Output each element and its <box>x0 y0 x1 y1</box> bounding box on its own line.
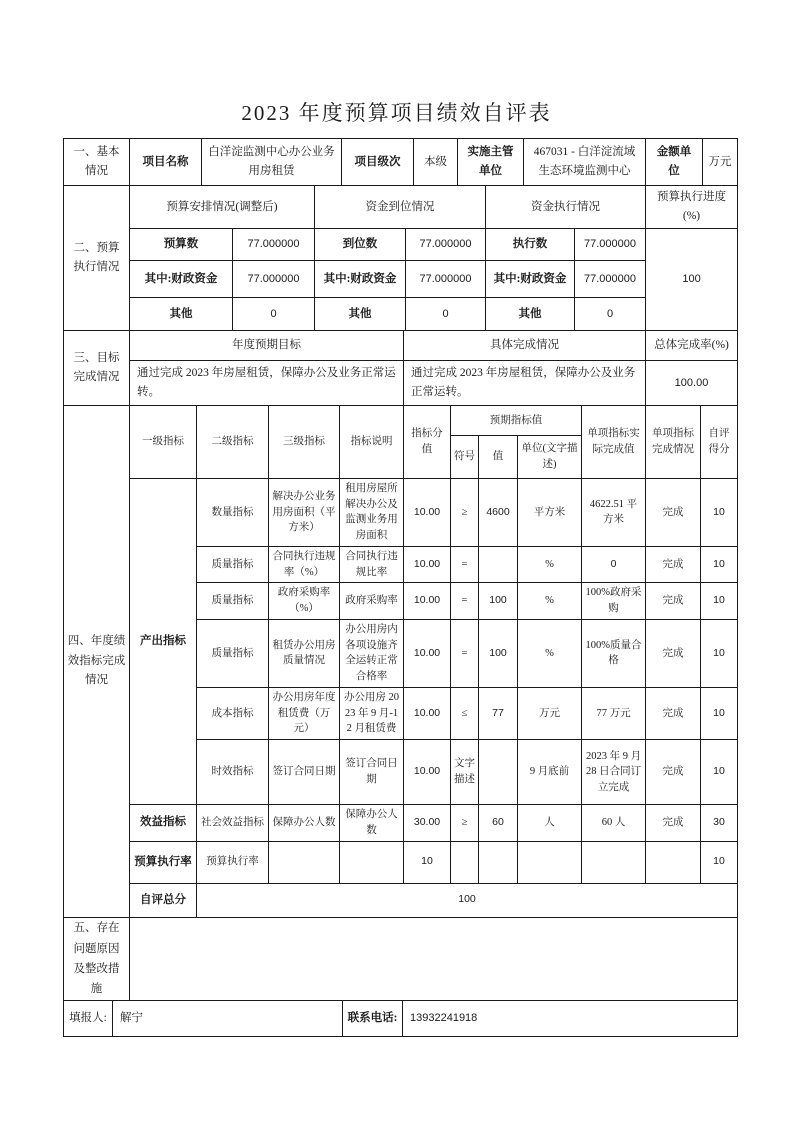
reporter-name: 解宁 <box>113 1000 343 1036</box>
indicator-symbol: ≥ <box>451 805 479 842</box>
header-symbol: 符号 <box>451 435 479 478</box>
indicator-actual: 77 万元 <box>582 687 646 739</box>
indicator-level2: 社会效益指标 <box>197 805 269 842</box>
indicator-symbol: = <box>451 619 479 687</box>
section5-content-empty <box>130 917 738 1000</box>
empty-cell <box>340 841 404 883</box>
indicator-actual: 0 <box>582 546 646 583</box>
fiscal-funds-value-1: 77.000000 <box>233 261 315 298</box>
output-group-label: 产出指标 <box>130 478 197 804</box>
indicator-self-score: 10 <box>701 583 738 620</box>
indicator-symbol: = <box>451 546 479 583</box>
budget-number-value: 77.000000 <box>233 229 315 261</box>
indicator-self-score: 30 <box>701 805 738 842</box>
indicator-self-score: 10 <box>701 619 738 687</box>
indicator-self-score: 10 <box>701 687 738 739</box>
indicator-actual: 100%政府采购 <box>582 583 646 620</box>
section1-basic-info-table <box>63 138 738 186</box>
inplace-number-label: 到位数 <box>315 229 406 261</box>
indicator-status: 完成 <box>646 583 701 620</box>
phone-label: 联系电话: <box>343 1000 403 1036</box>
inplace-number-value: 77.000000 <box>406 229 486 261</box>
indicator-level3: 解决办公业务用房面积（平方米） <box>269 478 340 546</box>
budget-exec-rate-group-label: 预算执行率 <box>130 841 197 883</box>
budget-exec-rate-label: 预算执行率 <box>197 841 269 883</box>
indicator-actual: 4622.51 平方米 <box>582 478 646 546</box>
indicator-desc: 签订合同日期 <box>340 740 404 805</box>
budget-number-label: 预算数 <box>130 229 233 261</box>
indicator-unit: 平方米 <box>518 478 582 546</box>
indicator-status: 完成 <box>646 546 701 583</box>
section3-label: 三、目标完成情况 <box>64 331 130 406</box>
other-label-3: 其他 <box>486 298 575 331</box>
indicator-level3: 政府采购率（%） <box>269 583 340 620</box>
indicator-status: 完成 <box>646 478 701 546</box>
completion-header: 具体完成情况 <box>404 331 646 361</box>
indicator-value: 60 <box>479 805 518 842</box>
indicator-unit: 9 月底前 <box>518 740 582 805</box>
indicator-desc: 政府采购率 <box>340 583 404 620</box>
indicator-symbol: ≤ <box>451 687 479 739</box>
progress-header: 预算执行进度 (%) <box>646 186 738 229</box>
indicator-actual: 2023 年 9 月 28 日合同订立完成 <box>582 740 646 805</box>
header-expected: 预期指标值 <box>451 405 582 435</box>
indicator-level2: 成本指标 <box>197 687 269 739</box>
indicator-score: 10.00 <box>404 619 451 687</box>
indicator-level2: 时效指标 <box>197 740 269 805</box>
indicator-level3: 保障办公人数 <box>269 805 340 842</box>
total-score-value: 100 <box>197 883 738 917</box>
indicator-desc: 租用房屋所解决办公及监测业务用房面积 <box>340 478 404 546</box>
header-level2: 二级指标 <box>197 405 269 478</box>
indicator-level3: 签订合同日期 <box>269 740 340 805</box>
indicator-desc: 办公用房 2023 年 9 月-12 月租赁费 <box>340 687 404 739</box>
indicator-score: 10.00 <box>404 583 451 620</box>
section4-label: 四、年度绩效指标完成情况 <box>64 405 130 917</box>
benefit-group-label: 效益指标 <box>130 805 197 842</box>
execution-number-label: 执行数 <box>486 229 575 261</box>
progress-value: 100 <box>646 229 738 331</box>
other-value-1: 0 <box>233 298 315 331</box>
fiscal-funds-label-2: 其中:财政资金 <box>315 261 406 298</box>
amount-unit-value: 万元 <box>703 139 738 186</box>
indicator-level3: 租赁办公用房质量情况 <box>269 619 340 687</box>
indicator-unit: % <box>518 583 582 620</box>
header-unit: 单位(文字描述) <box>518 435 582 478</box>
amount-unit-label: 金额单位 <box>646 139 703 186</box>
section5-problems-table <box>63 917 738 1001</box>
indicator-value <box>479 740 518 805</box>
annual-goal-text: 通过完成 2023 年房屋租赁，保障办公及业务正常运转。 <box>130 361 404 406</box>
other-value-2: 0 <box>406 298 486 331</box>
empty-cell <box>646 841 701 883</box>
total-score-label: 自评总分 <box>130 883 197 917</box>
arrangement-header: 预算安排情况(调整后) <box>130 186 315 229</box>
indicator-score: 10.00 <box>404 687 451 739</box>
section4-performance-indicators-table <box>63 405 738 918</box>
overall-rate-value: 100.00 <box>646 361 738 406</box>
header-actual: 单项指标实际完成值 <box>582 405 646 478</box>
indicator-unit: 万元 <box>518 687 582 739</box>
indicator-level3: 合同执行违规率（%） <box>269 546 340 583</box>
execution-number-value: 77.000000 <box>575 229 646 261</box>
indicator-status: 完成 <box>646 687 701 739</box>
indicator-level3: 办公用房年度租赁费（万元） <box>269 687 340 739</box>
indicator-value: 100 <box>479 619 518 687</box>
indicator-self-score: 10 <box>701 740 738 805</box>
budget-exec-rate-self-score: 10 <box>701 841 738 883</box>
empty-cell <box>451 841 479 883</box>
empty-cell <box>518 841 582 883</box>
indicator-value: 77 <box>479 687 518 739</box>
indicator-status: 完成 <box>646 805 701 842</box>
indicator-desc: 合同执行违规比率 <box>340 546 404 583</box>
indicator-value: 100 <box>479 583 518 620</box>
other-label-2: 其他 <box>315 298 406 331</box>
indicator-self-score: 10 <box>701 546 738 583</box>
indicator-unit: % <box>518 546 582 583</box>
phone-number: 13932241918 <box>403 1000 738 1036</box>
header-status: 单项指标完成情况 <box>646 405 701 478</box>
indicator-level2: 质量指标 <box>197 546 269 583</box>
section5-label: 五、存在问题原因及整改措施 <box>64 917 130 1000</box>
indicator-self-score: 10 <box>701 478 738 546</box>
project-name-label: 项目名称 <box>130 139 202 186</box>
indicator-score: 10.00 <box>404 546 451 583</box>
header-level3: 三级指标 <box>269 405 340 478</box>
footer-contact-table <box>63 1000 738 1037</box>
indicator-score: 30.00 <box>404 805 451 842</box>
fiscal-funds-value-3: 77.000000 <box>575 261 646 298</box>
indicator-actual: 100%质量合格 <box>582 619 646 687</box>
budget-exec-rate-score: 10 <box>404 841 451 883</box>
overall-rate-header: 总体完成率(%) <box>646 331 738 361</box>
indicator-value: 4600 <box>479 478 518 546</box>
indicator-desc: 办公用房内各项设施齐全运转正常合格率 <box>340 619 404 687</box>
indicator-unit: 人 <box>518 805 582 842</box>
empty-cell <box>479 841 518 883</box>
indicator-level2: 数量指标 <box>197 478 269 546</box>
header-score: 指标分值 <box>404 405 451 478</box>
section3-goal-completion-table <box>63 330 738 406</box>
agency-value: 467031 - 白洋淀流域生态环境监测中心 <box>524 139 646 186</box>
header-self-score: 自评得分 <box>701 405 738 478</box>
fiscal-funds-label-1: 其中:财政资金 <box>130 261 233 298</box>
indicator-actual: 60 人 <box>582 805 646 842</box>
section2-label: 二、预算执行情况 <box>64 186 130 331</box>
indicator-status: 完成 <box>646 619 701 687</box>
project-name-value: 白洋淀监测中心办公业务用房租赁 <box>202 139 342 186</box>
indicator-level2: 质量指标 <box>197 619 269 687</box>
other-label-1: 其他 <box>130 298 233 331</box>
evaluation-form <box>63 138 737 1037</box>
header-value: 值 <box>479 435 518 478</box>
other-value-3: 0 <box>575 298 646 331</box>
fiscal-funds-label-3: 其中:财政资金 <box>486 261 575 298</box>
annual-goal-header: 年度预期目标 <box>130 331 404 361</box>
indicator-level2: 质量指标 <box>197 583 269 620</box>
header-level1: 一级指标 <box>130 405 197 478</box>
section1-label: 一、基本情况 <box>64 139 130 186</box>
completion-text: 通过完成 2023 年房屋租赁，保障办公及业务正常运转。 <box>404 361 646 406</box>
indicator-unit: % <box>518 619 582 687</box>
indicator-desc: 保障办公人数 <box>340 805 404 842</box>
funds-execution-header: 资金执行情况 <box>486 186 646 229</box>
project-level-value: 本级 <box>414 139 458 186</box>
fiscal-funds-value-2: 77.000000 <box>406 261 486 298</box>
empty-cell <box>582 841 646 883</box>
agency-label: 实施主管单位 <box>458 139 524 186</box>
indicator-status: 完成 <box>646 740 701 805</box>
empty-cell <box>269 841 340 883</box>
section2-budget-execution-table <box>63 185 738 331</box>
indicator-symbol: = <box>451 583 479 620</box>
page-title: 2023 年度预算项目绩效自评表 <box>241 101 552 125</box>
indicator-value <box>479 546 518 583</box>
indicator-score: 10.00 <box>404 478 451 546</box>
funds-inplace-header: 资金到位情况 <box>315 186 486 229</box>
indicator-score: 10.00 <box>404 740 451 805</box>
header-desc: 指标说明 <box>340 405 404 478</box>
reporter-label: 填报人: <box>64 1000 113 1036</box>
indicator-symbol: 文字描述 <box>451 740 479 805</box>
project-level-label: 项目级次 <box>342 139 414 186</box>
indicator-symbol: ≥ <box>451 478 479 546</box>
